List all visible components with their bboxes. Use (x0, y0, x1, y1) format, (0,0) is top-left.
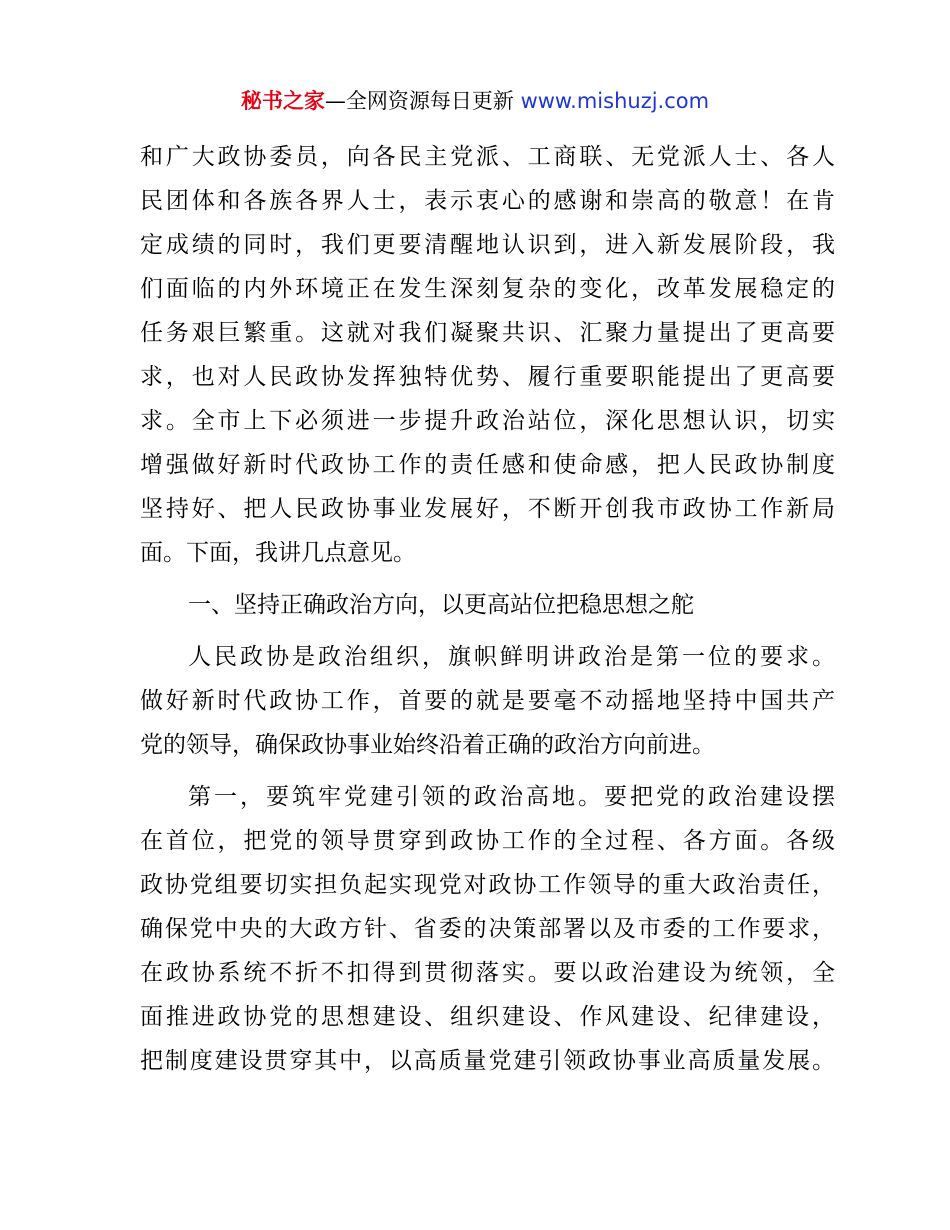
text-line: 任务艰巨繁重。这就对我们凝聚共识、汇聚力量提出了更高要 (140, 320, 835, 346)
section-heading (140, 583, 835, 627)
text-line: 定成绩的同时，我们更要清醒地认识到，进入新发展阶段，我 (140, 232, 835, 258)
text-line: 确保党中央的大政方针、省委的决策部署以及市委的工作要求， (140, 916, 835, 942)
site-brand: 秘书之家 (240, 89, 325, 113)
page-header (0, 86, 950, 116)
text-line: 们面临的内外环境正在发生深刻复杂的变化，改革发展稳定的 (140, 276, 835, 302)
text-line: 求，也对人民政协发挥独特优势、履行重要职能提出了更高要 (140, 364, 835, 390)
text-line: 坚持好、把人民政协事业发展好，不断开创我市政协工作新局 (140, 496, 835, 522)
paragraph-party-building (140, 775, 835, 1083)
site-url[interactable]: www.mishuzj.com (520, 89, 710, 113)
text-line: 在首位，把党的领导贯穿到政协工作的全过程、各方面。各级 (140, 828, 835, 854)
paragraph-gap (140, 767, 835, 775)
paragraph-gap (140, 627, 835, 635)
paragraph-politics (140, 635, 835, 767)
text-line: 和广大政协委员，向各民主党派、工商联、无党派人士、各人 (140, 144, 835, 170)
text-line: 党的领导，确保政协事业始终沿着正确的政治方向前进。 (140, 732, 715, 758)
text-line: 做好新时代政协工作，首要的就是要毫不动摇地坚持中国共产 (140, 688, 835, 714)
document-body (140, 135, 835, 1083)
text-line: 在政协系统不折不扣得到贯彻落实。要以政治建设为统领，全 (140, 960, 835, 986)
text-line: 把制度建设贯穿其中，以高质量党建引领政协事业高质量发展。 (140, 1048, 835, 1074)
text-line: 民团体和各族各界人士，表示衷心的感谢和崇高的敬意！在肯 (140, 188, 835, 214)
text-line: 人民政协是政治组织，旗帜鲜明讲政治是第一位的要求。 (188, 644, 835, 670)
text-line: 政协党组要切实担负起实现党对政协工作领导的重大政治责任， (140, 872, 835, 898)
site-tagline: —全网资源每日更新 (324, 89, 521, 113)
heading-line: 一、坚持正确政治方向，以更高站位把稳思想之舵 (188, 592, 694, 618)
paragraph-continuation (140, 135, 835, 575)
text-line: 面推进政协党的思想建设、组织建设、作风建设、纪律建设， (140, 1004, 835, 1030)
paragraph-gap (140, 575, 835, 583)
text-line: 面。下面，我讲几点意见。 (140, 540, 416, 566)
text-line: 求。全市上下必须进一步提升政治站位，深化思想认识，切实 (140, 408, 835, 434)
text-line: 增强做好新时代政协工作的责任感和使命感，把人民政协制度 (140, 452, 835, 478)
text-line: 第一，要筑牢党建引领的政治高地。要把党的政治建设摆 (188, 784, 835, 810)
